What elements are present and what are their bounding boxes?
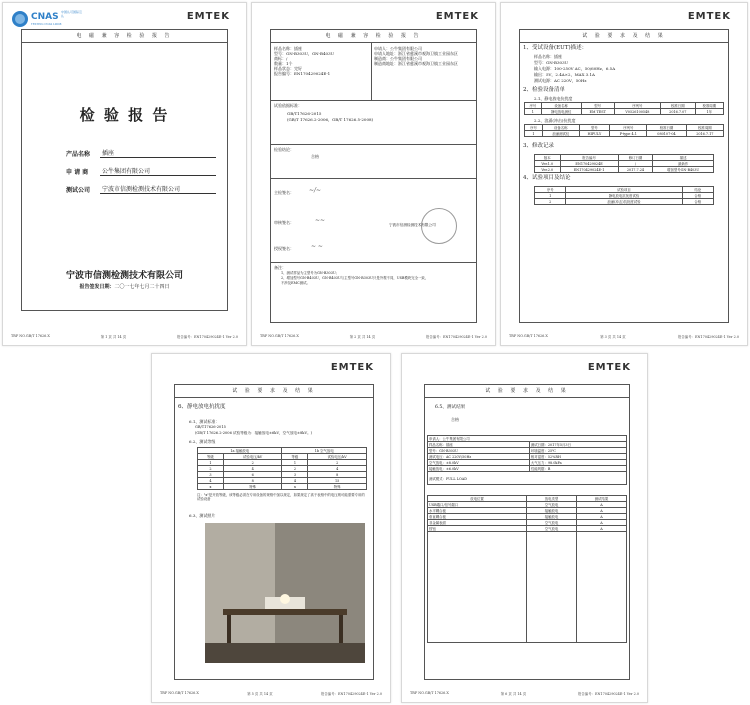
- table-cell: 合格: [682, 193, 713, 199]
- table-cell: 水平耦合板: [428, 508, 527, 514]
- sign-label: 授权签名：: [274, 246, 294, 251]
- table-cell: 1: [198, 460, 224, 466]
- section-revision-title: 3、修改记录: [523, 143, 554, 149]
- table-cell: 静电放电抗扰度试验: [566, 193, 682, 199]
- cover-title: 检 验 报 告: [79, 106, 170, 124]
- table-row: [525, 109, 724, 115]
- table-cell: 空气放电: [527, 520, 577, 526]
- table-cell: Ver.2.0: [535, 167, 561, 173]
- table-cell: 2: [535, 199, 566, 205]
- table-cell: 1: [535, 193, 566, 199]
- footer-trf: TRF NO.GB/T 17626.X: [11, 334, 50, 338]
- cover-row-label: 产品名称: [66, 151, 91, 158]
- table-cell: 测试结果: [577, 496, 627, 502]
- table-cell: 序号: [535, 187, 566, 193]
- table-cell: 测试模式：FULL LOAD: [428, 472, 627, 485]
- cover-header: 电 磁 兼 容 检 验 报 告: [22, 30, 227, 43]
- table-cell: 4: [308, 466, 367, 472]
- table-row: [198, 484, 367, 490]
- table-cell: 报告编号: [560, 155, 618, 161]
- cover-info: [66, 140, 216, 194]
- cnas-badge-text: 中国认可国际互认: [61, 10, 83, 18]
- table-cell: 校准日期: [660, 103, 695, 109]
- table-cell: 4: [282, 478, 308, 484]
- conclusion-value: 合格: [311, 154, 319, 159]
- page-footer: [260, 334, 487, 339]
- table-cell: 接触放电: [527, 514, 577, 520]
- notes-line: 不涉及EMC测试。: [281, 281, 310, 285]
- info-left: [274, 46, 369, 76]
- table-cell: 修订日期: [618, 155, 653, 161]
- table-cell: 样品名称：插座: [428, 442, 530, 448]
- info-line: 制造商地址：浙江省慈溪市观海卫镇工业园东区: [374, 61, 458, 66]
- emtek-logo: EMTEK: [186, 11, 230, 22]
- table-cell: 校准日期: [647, 125, 686, 131]
- footer-report-no: 报告编号：EN170429024E-1 Ver 2.0: [678, 335, 739, 339]
- table-cell: 大气压力：98.0kPa: [529, 460, 626, 466]
- cnas-badge: [11, 9, 81, 29]
- table-cell: A: [577, 520, 627, 526]
- table-cell: A: [577, 508, 627, 514]
- table-cell: 15: [308, 478, 367, 484]
- footer-report-no: 报告编号：EN170429024E-1 Ver 2.0: [578, 692, 639, 696]
- table-cell: 4: [223, 466, 282, 472]
- page2-frame: [270, 29, 477, 323]
- page2-header: 电 磁 兼 容 检 验 报 告: [271, 30, 476, 43]
- test-setup-photo-image: [205, 523, 365, 663]
- result-value: 合格: [451, 417, 459, 422]
- table-cell: 2: [282, 466, 308, 472]
- page3-frame: [519, 29, 729, 323]
- footer-report-no: 报告编号：EN170429024E-1 Ver 2.0: [177, 335, 238, 339]
- standard-line: (GB/T 17626.2-2006 试验等级为：接触放电±6kV，空气放电±8kV。): [195, 431, 313, 435]
- table-cell: 序列号: [610, 125, 647, 131]
- revision-table: [534, 154, 714, 173]
- footer-page: 第 6 页 共 14 页: [500, 692, 527, 696]
- footer-page: 第 3 页 共 14 页: [600, 335, 626, 339]
- info-line: 申请人地址：浙江省慈溪市观海卫镇工业园东区: [374, 51, 458, 56]
- table-cell: 080107-04: [647, 131, 686, 137]
- test-level-table: [197, 447, 367, 490]
- cover-issue-date: [22, 283, 227, 290]
- table-cell: 2: [223, 460, 282, 466]
- issue-date-value: 二〇一七年七月二十四日: [114, 284, 170, 290]
- page-footer: [509, 334, 739, 339]
- page-footer: [11, 334, 238, 339]
- table-cell: 测试日期：2017年5月3日: [529, 442, 626, 448]
- table-row: [525, 131, 724, 137]
- info-line: 样品状态：完好: [274, 66, 302, 71]
- page4-frame: [174, 384, 374, 680]
- table-cell: 垂直耦合板: [428, 514, 527, 520]
- table-cell: 8: [223, 478, 282, 484]
- section-divider: [271, 100, 476, 101]
- info-line: 型号：GN-B303U，GN-B403U: [274, 51, 334, 56]
- esd-equipment-table: [524, 102, 724, 115]
- table-cell: 特殊: [308, 484, 367, 490]
- report-page-2: [251, 2, 496, 346]
- page5-header: 试 验 要 求 及 结 果: [425, 385, 629, 398]
- table-cell: 相对湿度：52%RH: [529, 454, 626, 460]
- subsection-result: 6.5、测试结果: [435, 405, 466, 410]
- table-cell: 1: [282, 460, 308, 466]
- basis-line: (GB/T 17626.2-2006，GB/T 17626.5-2008): [287, 117, 374, 122]
- section-conclusion-title: 4、试验项目及结论: [523, 175, 571, 181]
- table-cell: 放电位置: [428, 496, 527, 502]
- footer-page: 第 2 页 共 14 页: [349, 335, 376, 339]
- table-row: [428, 532, 627, 643]
- eut-line: 输入电源：100-250V AC，50/60Hz，6.5A: [534, 66, 616, 71]
- test-info-table: [427, 435, 627, 485]
- footer-page: 第 5 页 共 14 页: [247, 692, 273, 696]
- page5-frame: [424, 384, 630, 680]
- footer-trf: TRF NO.GB/T 17626.X: [509, 334, 548, 338]
- info-line: 报告编号：EN170429024E-1: [274, 71, 331, 76]
- stamp-text: 宁波市信测检测技术有限公司: [389, 223, 436, 227]
- notes-label: 备注：: [274, 265, 286, 270]
- footer-report-no: 报告编号：EN170429024E-1 Ver 2.0: [426, 335, 487, 339]
- table-cell: 1a 接触放电: [198, 448, 282, 454]
- emtek-logo: EMTEK: [330, 362, 374, 373]
- table-cell: 特殊: [223, 484, 282, 490]
- table-cell: 浪涌(冲击)抗扰度试验: [566, 199, 682, 205]
- emtek-logo: EMTEK: [687, 11, 731, 22]
- section-divider: [271, 178, 476, 179]
- cover-frame: [21, 29, 228, 311]
- table-cell: 设备名称: [541, 103, 581, 109]
- standard-line: GB/T17626-2015: [195, 425, 226, 429]
- table-cell: 试验电压/kV: [223, 454, 282, 460]
- table-cell: 增加型号GN-B403U: [653, 167, 714, 173]
- table-cell: 按钮: [428, 526, 527, 532]
- issue-date-label: 报告签发日期：: [79, 284, 115, 290]
- table-cell: 接触放电：±6.0kV: [428, 466, 530, 472]
- subsection-esd: 2.1、静电放电抗扰度: [534, 96, 573, 101]
- info-line: 数量：1个: [274, 61, 293, 66]
- cover-row-value: 公牛集团有限公司: [100, 166, 216, 176]
- table-cell: 性能判据：B: [529, 466, 626, 472]
- test-setup-photo: [205, 523, 365, 663]
- table-cell: 合格: [682, 199, 713, 205]
- table-cell: 最新作: [653, 161, 714, 167]
- sign-label: 主检签名：: [274, 190, 294, 195]
- table-cell: EM TEST: [581, 109, 614, 115]
- report-page-6: [401, 353, 648, 703]
- table-cell: P-type 4.1: [610, 131, 647, 137]
- surge-equipment-table: [524, 124, 724, 137]
- report-page-3: [500, 2, 748, 346]
- table-cell: 校准周期: [686, 125, 723, 131]
- emtek-logo: EMTEK: [435, 11, 479, 22]
- footer-page: 第 1 页 共 14 页: [100, 335, 127, 339]
- page-footer: [160, 691, 382, 696]
- table-cell: 3: [282, 472, 308, 478]
- table-cell: 序号: [525, 103, 542, 109]
- eut-line: 型号：GN-B303U: [534, 60, 568, 65]
- cover-row-label: 申 请 商: [66, 169, 89, 176]
- table-cell: 1年: [695, 109, 723, 115]
- info-line: 申请人：公牛集团有限公司: [374, 46, 422, 51]
- basis-label: 试验依据标准：: [274, 103, 302, 108]
- section-eut-title: 1、受试设备(EUT)描述：: [523, 45, 588, 51]
- table-cell: 空气放电: [527, 502, 577, 508]
- table-cell: 试验项目: [566, 187, 682, 193]
- table-cell: 序列号: [614, 103, 660, 109]
- cover-row-applicant: [66, 158, 216, 176]
- table-cell: EN170429024E: [560, 161, 618, 167]
- table-cell: 3: [198, 472, 224, 478]
- table-cell: 描述: [653, 155, 714, 161]
- signature: ~/~: [309, 187, 322, 194]
- section-equipment-title: 2、检验设备清单: [523, 87, 565, 93]
- table-cell: 型号: [579, 125, 610, 131]
- footer-trf: TRF NO.GB/T 17626.X: [160, 691, 199, 695]
- table-cell: 型号：GN-B303U: [428, 448, 530, 454]
- page4-header: 试 验 要 求 及 结 果: [175, 385, 373, 398]
- table-cell: 非金属表面: [428, 520, 527, 526]
- page-footer: [410, 691, 639, 696]
- table-cell: 2017.7.24: [618, 167, 653, 173]
- eut-line: 测试电源：AC 220V，50Hz: [534, 78, 587, 83]
- table-cell: 校准周期: [695, 103, 723, 109]
- signature: ~ ~: [311, 243, 323, 250]
- report-page-cover: [2, 2, 247, 346]
- cnas-sub-text: TESTING CNAS L0008: [31, 23, 62, 26]
- table-cell: 2016.7.07: [660, 109, 695, 115]
- table-cell: 测试电压：AC 220V/50Hz: [428, 454, 530, 460]
- table-cell: 1: [525, 131, 543, 137]
- subsection-photo: 6.3、测试照片: [189, 513, 216, 518]
- section-esd-title: 6、静电放电抗扰度: [178, 404, 226, 410]
- eut-line: 样品名称：插座: [534, 54, 562, 59]
- subsection-standard: 6.1、测试标准：: [189, 419, 220, 424]
- info-divider: [371, 42, 372, 100]
- section-divider: [271, 144, 476, 145]
- table-cell: 8: [308, 472, 367, 478]
- table-cell: 6: [223, 472, 282, 478]
- table-row: [535, 199, 714, 205]
- subsection-surge: 2.2、浪涌(冲击)抗扰度: [534, 118, 576, 123]
- table-cell: EN170429024E-1: [560, 167, 618, 173]
- table-cell: 试验电压/kV: [308, 454, 367, 460]
- notes-line: 1、测试样品为主型号为GN-B303U；: [281, 271, 340, 275]
- cover-company: 宁波市信测检测技术有限公司: [65, 271, 183, 281]
- cnas-main-text: CNAS: [31, 12, 59, 22]
- info-line: 商标：/: [274, 56, 288, 61]
- table-cell: 申请人：公牛集团有限公司: [428, 436, 627, 442]
- table-cell: /: [618, 161, 653, 167]
- table-cell: 2016.7.17: [686, 131, 723, 137]
- emtek-logo: EMTEK: [587, 362, 631, 373]
- section-divider: [271, 262, 476, 263]
- footer-report-no: 报告编号：EN170429024E-1 Ver 2.0: [321, 692, 382, 696]
- conclusion-label: 检验结论：: [274, 147, 294, 152]
- footer-trf: TRF NO.GB/T 17626.X: [410, 691, 449, 695]
- cover-row-lab: [66, 176, 216, 194]
- table-cell: 2: [198, 466, 224, 472]
- notes-line: 2、增加型号GN-B403U，GN-B403U与主型号GN-B303U只是外观不同，USB模块完全一致，: [281, 276, 429, 280]
- table-cell: 2: [308, 460, 367, 466]
- subsection-levels: 6.2、测试等级: [189, 439, 216, 444]
- table-cell: x: [198, 484, 224, 490]
- table-cell: A: [577, 526, 627, 532]
- table-cell: USB端口/信号端口: [428, 502, 527, 508]
- info-right: [374, 46, 474, 66]
- table-cell: 等级: [198, 454, 224, 460]
- table-cell: 4: [198, 478, 224, 484]
- table-cell: 1b 空气放电: [282, 448, 367, 454]
- table-cell: x: [282, 484, 308, 490]
- report-page-5: [151, 353, 391, 703]
- table-cell: 环境温度：25℃: [529, 448, 626, 454]
- footer-trf: TRF NO.GB/T 17626.X: [260, 334, 299, 338]
- table-row: [428, 472, 627, 485]
- table-cell: 空气放电: [527, 526, 577, 532]
- table-cell: 型号: [581, 103, 614, 109]
- test-items-table: [534, 186, 714, 205]
- table-cell: 1: [525, 109, 542, 115]
- cover-row-label: 测试公司: [66, 187, 91, 194]
- table-cell: 设备名称: [542, 125, 579, 131]
- table-cell: V0526100548: [614, 109, 660, 115]
- cover-row-value: 插座: [100, 148, 216, 158]
- table-cell: 等级: [282, 454, 308, 460]
- basis-line: GB/T17626-2015: [287, 111, 322, 116]
- table-cell: 结论: [682, 187, 713, 193]
- cover-row-value: 宁波市信测检测技术有限公司: [100, 184, 216, 194]
- info-line: 制造商：公牛集团有限公司: [374, 56, 422, 61]
- table-cell: 放电类型: [527, 496, 577, 502]
- table-row: [535, 167, 714, 173]
- signature: ~~: [315, 217, 326, 224]
- table-cell: 浪涌测试仪: [542, 131, 579, 137]
- info-line: 样品名称：插座: [274, 46, 302, 51]
- table-cell: 静电放电测仪: [541, 109, 581, 115]
- page3-header: 试 验 要 求 及 结 果: [520, 30, 728, 43]
- table-cell: 接触放电: [527, 508, 577, 514]
- esd-result-table: [427, 495, 627, 643]
- table-cell: A: [577, 502, 627, 508]
- table-cell: A: [577, 514, 627, 520]
- eut-line: 输出：5V，2.4A×2，MAX 3.1A: [534, 72, 595, 77]
- table-cell: HIPULY: [579, 131, 610, 137]
- level-note: 注："x"是开放等级，该等级必须在专用设备的规格中加以规定，如果规定了高于表格中的电压则可能需要专用的试验设备: [197, 493, 365, 502]
- table-cell: 序号: [525, 125, 543, 131]
- cover-row-product: [66, 140, 216, 158]
- table-cell: 空气放电：±8.0kV: [428, 460, 530, 466]
- sign-label: 审核签名：: [274, 220, 294, 225]
- table-cell: Ver.1.0: [535, 161, 561, 167]
- table-cell: 版本: [535, 155, 561, 161]
